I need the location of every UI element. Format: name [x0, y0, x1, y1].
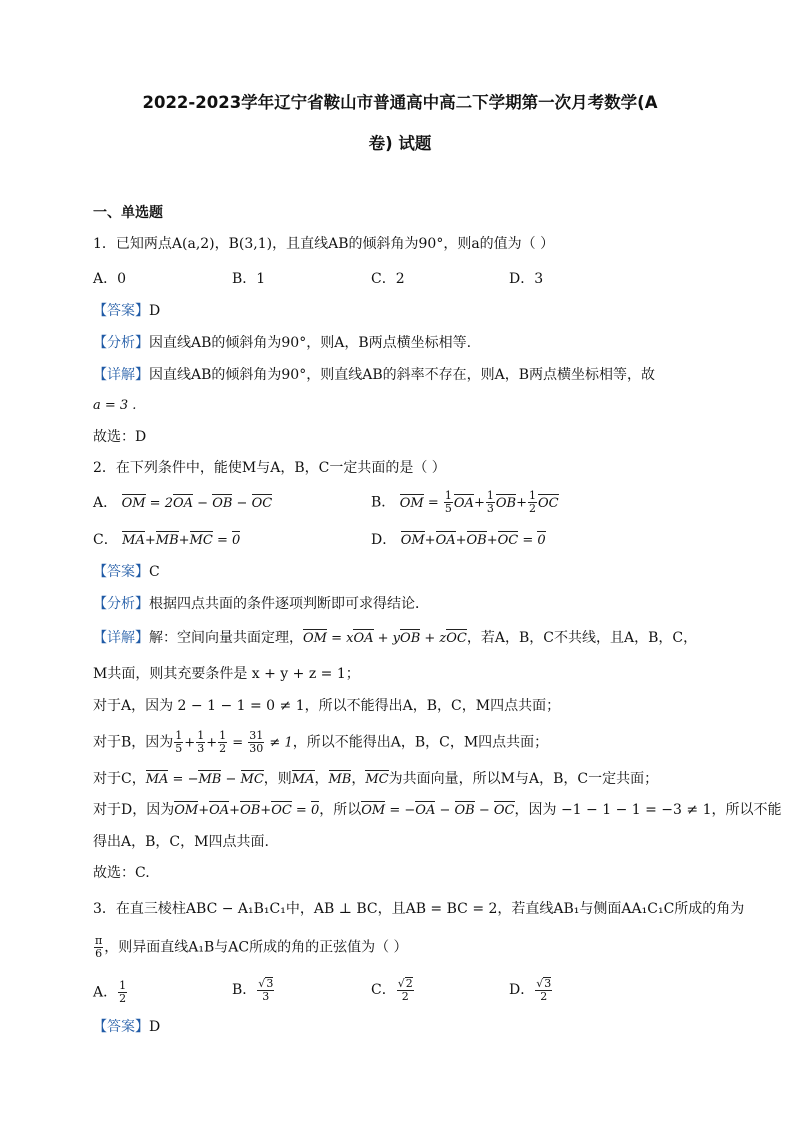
fraction: $\frac{31}{30}$	[249, 729, 264, 755]
q2-detail-c-post: 为共面向量，所以M与A，B，C一定共面；	[388, 771, 659, 787]
q2-option-d-label: D．	[371, 532, 397, 548]
vector-ob: OB	[495, 495, 517, 511]
q2-option-b-label: B．	[371, 494, 396, 511]
vector-mc: MC	[240, 772, 264, 787]
q3-option-a	[93, 980, 128, 1005]
q2-detail-condition: M共面，则其充要条件是 x + y + z = 1；	[93, 666, 360, 682]
fraction: $\frac{√3}{3}$	[258, 977, 274, 1003]
fraction: $\frac{1}{5}$	[444, 489, 452, 515]
title-line-1: 2022-2023学年辽宁省鞍山市普通高中高二下学期第一次月考数学(A	[142, 93, 658, 112]
vector-oc: OC	[537, 495, 559, 511]
q2-detail-b-pre: 对于B，因为	[93, 734, 174, 751]
vector-mc: MC	[365, 772, 389, 787]
q2-option-c: C． MA+MB+MC = 0	[93, 532, 241, 548]
q3-option-d	[509, 977, 553, 1003]
q3-stem: 3．在直三棱柱ABC − A₁B₁C₁中，AB ⊥ BC，且AB = BC = 2，若直线AB₁与侧面AA₁C₁C所成的角为	[93, 901, 745, 917]
q2-detail-d: 对于D，因为OM+OA+OB+OC = 0，所以OM = −OA − OB − OC，因为 −1 − 1 − 1 = −3 ≠ 1，所以不能	[93, 802, 782, 818]
q1-option-d: D．3	[509, 271, 544, 287]
vector-ma: MA	[145, 772, 169, 787]
q3-answer-value: D	[149, 1019, 161, 1035]
fraction: $\frac{√2}{2}$	[397, 977, 413, 1003]
q2-analysis-text: 根据四点共面的条件逐项判断即可求得结论．	[149, 596, 429, 612]
analysis-tag: 【分析】	[93, 335, 149, 351]
vector-ob: OB	[454, 803, 475, 818]
q3-option-c	[371, 977, 415, 1003]
section-title: 一、单选题	[93, 205, 163, 221]
vector-oa: OA	[453, 495, 474, 511]
detail-tag: 【详解】	[93, 367, 149, 383]
q2-option-c-label: C．	[93, 532, 118, 548]
q2-answer-value: C	[149, 564, 160, 580]
q2-analysis	[93, 595, 429, 613]
vector-mc: MC	[189, 533, 213, 548]
zero-vector: 0	[310, 803, 320, 818]
vector-om: OM	[303, 631, 327, 646]
detail-tag: 【详解】	[93, 630, 149, 646]
zero-vector: 0	[537, 533, 546, 548]
vector-ma: MA	[122, 533, 145, 548]
q3-stem-2-text: ，则异面直线A₁B与AC所成的角的正弦值为（ ）	[104, 939, 408, 956]
q1-answer	[93, 302, 160, 320]
fraction: $\frac{√3}{2}$	[536, 977, 552, 1003]
fraction-pi-over-6: $\frac{\pi}{6}$	[95, 934, 103, 960]
fraction: $\frac{1}{3}$	[486, 489, 494, 515]
zero-vector: 0	[232, 533, 241, 548]
q2-detail-b: 对于B，因为 $\frac{1}{5}$ + $\frac{1}{3}$ + $\frac{1}{2}$ = $\frac{31}{30}$ ≠ 1，所以不能得出A，B，C，M四点共面；	[93, 729, 549, 755]
q2-detail-intro: 【详解】解：空间向量共面定理，OM = xOA + yOB + zOC，若A，B，C不共线，且A，B，C，	[93, 630, 698, 646]
q3-option-c-label: C．	[371, 982, 396, 998]
q2-detail-c-pre: 对于C，	[93, 771, 146, 787]
vector-ob: OB	[400, 631, 421, 646]
vector-ob: OB	[212, 496, 233, 511]
q2-conclusion: 故选：C.	[93, 865, 150, 881]
analysis-tag: 【分析】	[93, 596, 149, 612]
q1-detail-line-2: a = 3 .	[93, 398, 137, 413]
vector-oa: OA	[435, 533, 456, 548]
vector-oa: OA	[415, 803, 436, 818]
q3-option-b-label: B．	[232, 982, 257, 998]
q3-option-a-label: A．	[93, 984, 118, 1001]
vector-oc: OC	[271, 803, 292, 818]
q2-option-b: B． OM = $\frac{1}{5}$ OA+ $\frac{1}{3}$ OB+ $\frac{1}{2}$ OC	[371, 489, 559, 515]
vector-oa: OA	[172, 496, 194, 511]
answer-tag: 【答案】	[93, 564, 149, 580]
q2-option-a-label: A．	[93, 495, 118, 511]
q2-option-d: D． OM+OA+OB+OC = 0	[371, 532, 546, 548]
q3-option-b	[232, 977, 275, 1003]
q1-detail-line-1	[93, 366, 655, 384]
q2-answer	[93, 563, 160, 581]
q1-option-a: A．0	[93, 271, 127, 287]
q3-option-d-label: D．	[509, 982, 535, 998]
vector-om: OM	[400, 533, 425, 548]
q2-detail-a: 对于A，因为 2 − 1 − 1 = 0 ≠ 1，所以不能得出A，B，C，M四点共面；	[93, 698, 561, 714]
q2-detail-c: 对于C，MA = −MB − MC，则MA，MB，MC为共面向量，所以M与A，B，C一定共面；	[93, 771, 659, 787]
q2-detail-intro-tail: ，若A，B，C不共线，且A，B，C，	[466, 630, 698, 646]
q1-stem: 1．已知两点A(a,2)，B(3,1)，且直线AB的倾斜角为90°，则a的值为（ ）	[93, 236, 555, 252]
vector-om: OM	[361, 803, 386, 818]
q2-detail-d-pre: 对于D，因为	[93, 802, 175, 818]
title-line-2: 卷) 试题	[368, 134, 432, 153]
vector-oc: OC	[493, 803, 515, 818]
vector-mb: MB	[155, 533, 179, 548]
q2-detail-d-post: ，因为 −1 − 1 − 1 = −3 ≠ 1，所以不能	[514, 802, 782, 818]
fraction: $\frac{1}{5}$	[175, 729, 183, 755]
q2-detail-intro-text: 解：空间向量共面定理，	[149, 630, 303, 646]
vector-om: OM	[121, 496, 146, 511]
vector-ob: OB	[240, 803, 261, 818]
q2-detail-d-2: 得出A，B，C，M四点共面.	[93, 834, 269, 850]
vector-ma: MA	[291, 772, 315, 787]
vector-mb: MB	[328, 772, 352, 787]
vector-oa: OA	[353, 631, 374, 646]
q1-conclusion: 故选：D	[93, 429, 147, 445]
fraction: $\frac{1}{3}$	[197, 729, 205, 755]
q1-option-c: C．2	[371, 271, 405, 287]
q1-analysis-text: 因直线AB的倾斜角为90°，则A，B两点横坐标相等.	[149, 335, 472, 351]
q2-stem: 2．在下列条件中，能使M与A，B，C一定共面的是（ ）	[93, 460, 446, 476]
q3-stem-2	[93, 935, 408, 960]
vector-ob: OB	[466, 533, 487, 548]
vector-oc: OC	[446, 631, 467, 646]
vector-oc: OC	[251, 496, 273, 511]
q2-option-a: A． OM = 2OA − OB − OC	[93, 495, 273, 511]
answer-tag: 【答案】	[93, 1019, 149, 1035]
vector-om: OM	[174, 803, 199, 818]
q1-analysis	[93, 334, 471, 352]
answer-tag: 【答案】	[93, 303, 149, 319]
vector-oa: OA	[209, 803, 230, 818]
q2-detail-b-post: ，所以不能得出A，B，C，M四点共面；	[292, 734, 549, 751]
vector-om: OM	[399, 495, 424, 511]
q1-answer-value: D	[149, 303, 161, 319]
vector-oc: OC	[497, 533, 519, 548]
vector-mb: MB	[198, 772, 222, 787]
fraction: $\frac{1}{2}$	[119, 979, 127, 1005]
q1-option-b: B．1	[232, 271, 266, 287]
q1-detail-text: 因直线AB的倾斜角为90°，则直线AB的斜率不存在，则A，B两点横坐标相等，故	[149, 367, 656, 383]
fraction: $\frac{1}{2}$	[219, 729, 227, 755]
q3-answer	[93, 1018, 160, 1036]
fraction: $\frac{1}{2}$	[528, 489, 536, 515]
